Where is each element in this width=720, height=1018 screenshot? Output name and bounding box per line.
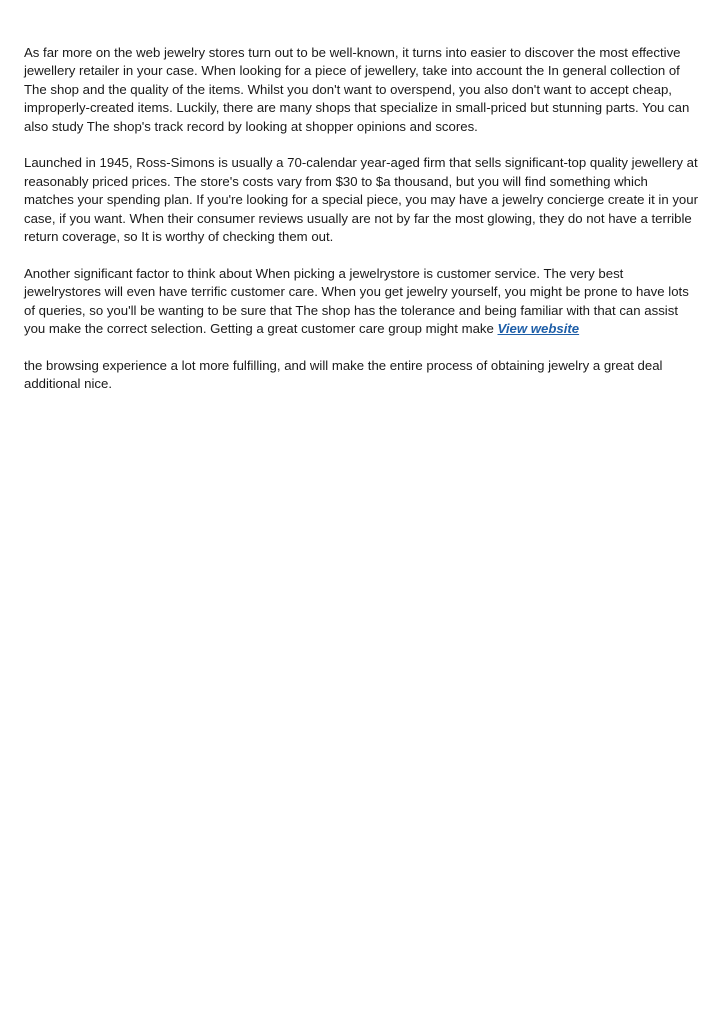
- view-website-link[interactable]: View website: [497, 321, 580, 337]
- paragraph-browsing-experience: the browsing experience a lot more fulfilling, and will make the entire process of obtaining jewelry a great deal additional nice.: [24, 357, 663, 392]
- paragraph-customer-service-text: Another significant factor to think about When picking a jewelrystore is customer service. The very best jewelrystores will even have terrific customer care. When you get jewelry yourself, you might be prone to have lots of queries, so you'll be wanting to be sure that The shop has the tolerance and being familiar with that can assist you make the correct selection. Getting a great customer care group might make: [24, 265, 689, 337]
- document-body: [24, 44, 698, 412]
- paragraph-customer-service: [24, 265, 698, 339]
- paragraph-ross-simons: Launched in 1945, Ross-Simons is usually a 70-calendar year-aged firm that sells significant-top quality jewellery at reasonably priced prices. The store's costs vary from $30 to $a thousand, but you will find something which matches your spending plan. If you're looking for a special piece, you may have a jewelry concierge create it in your case, if you want. When their consumer reviews usually are not by far the most glowing, they do not have a terrible return coverage, so It is worthy of checking them out.: [24, 155, 698, 245]
- paragraph-jewelry-stores: As far more on the web jewelry stores turn out to be well-known, it turns into easier to discover the most effective jewellery retailer in your case. When looking for a piece of jewellery, take into account the In general collection of The shop and the quality of the items. Whilst you don't want to overspend, you also don't want to accept cheap, improperly-created items. Luckily, there are many shops that specialize in small-priced but stunning parts. You can also study The shop's track record by looking at shopper opinions and scores.: [24, 45, 690, 134]
